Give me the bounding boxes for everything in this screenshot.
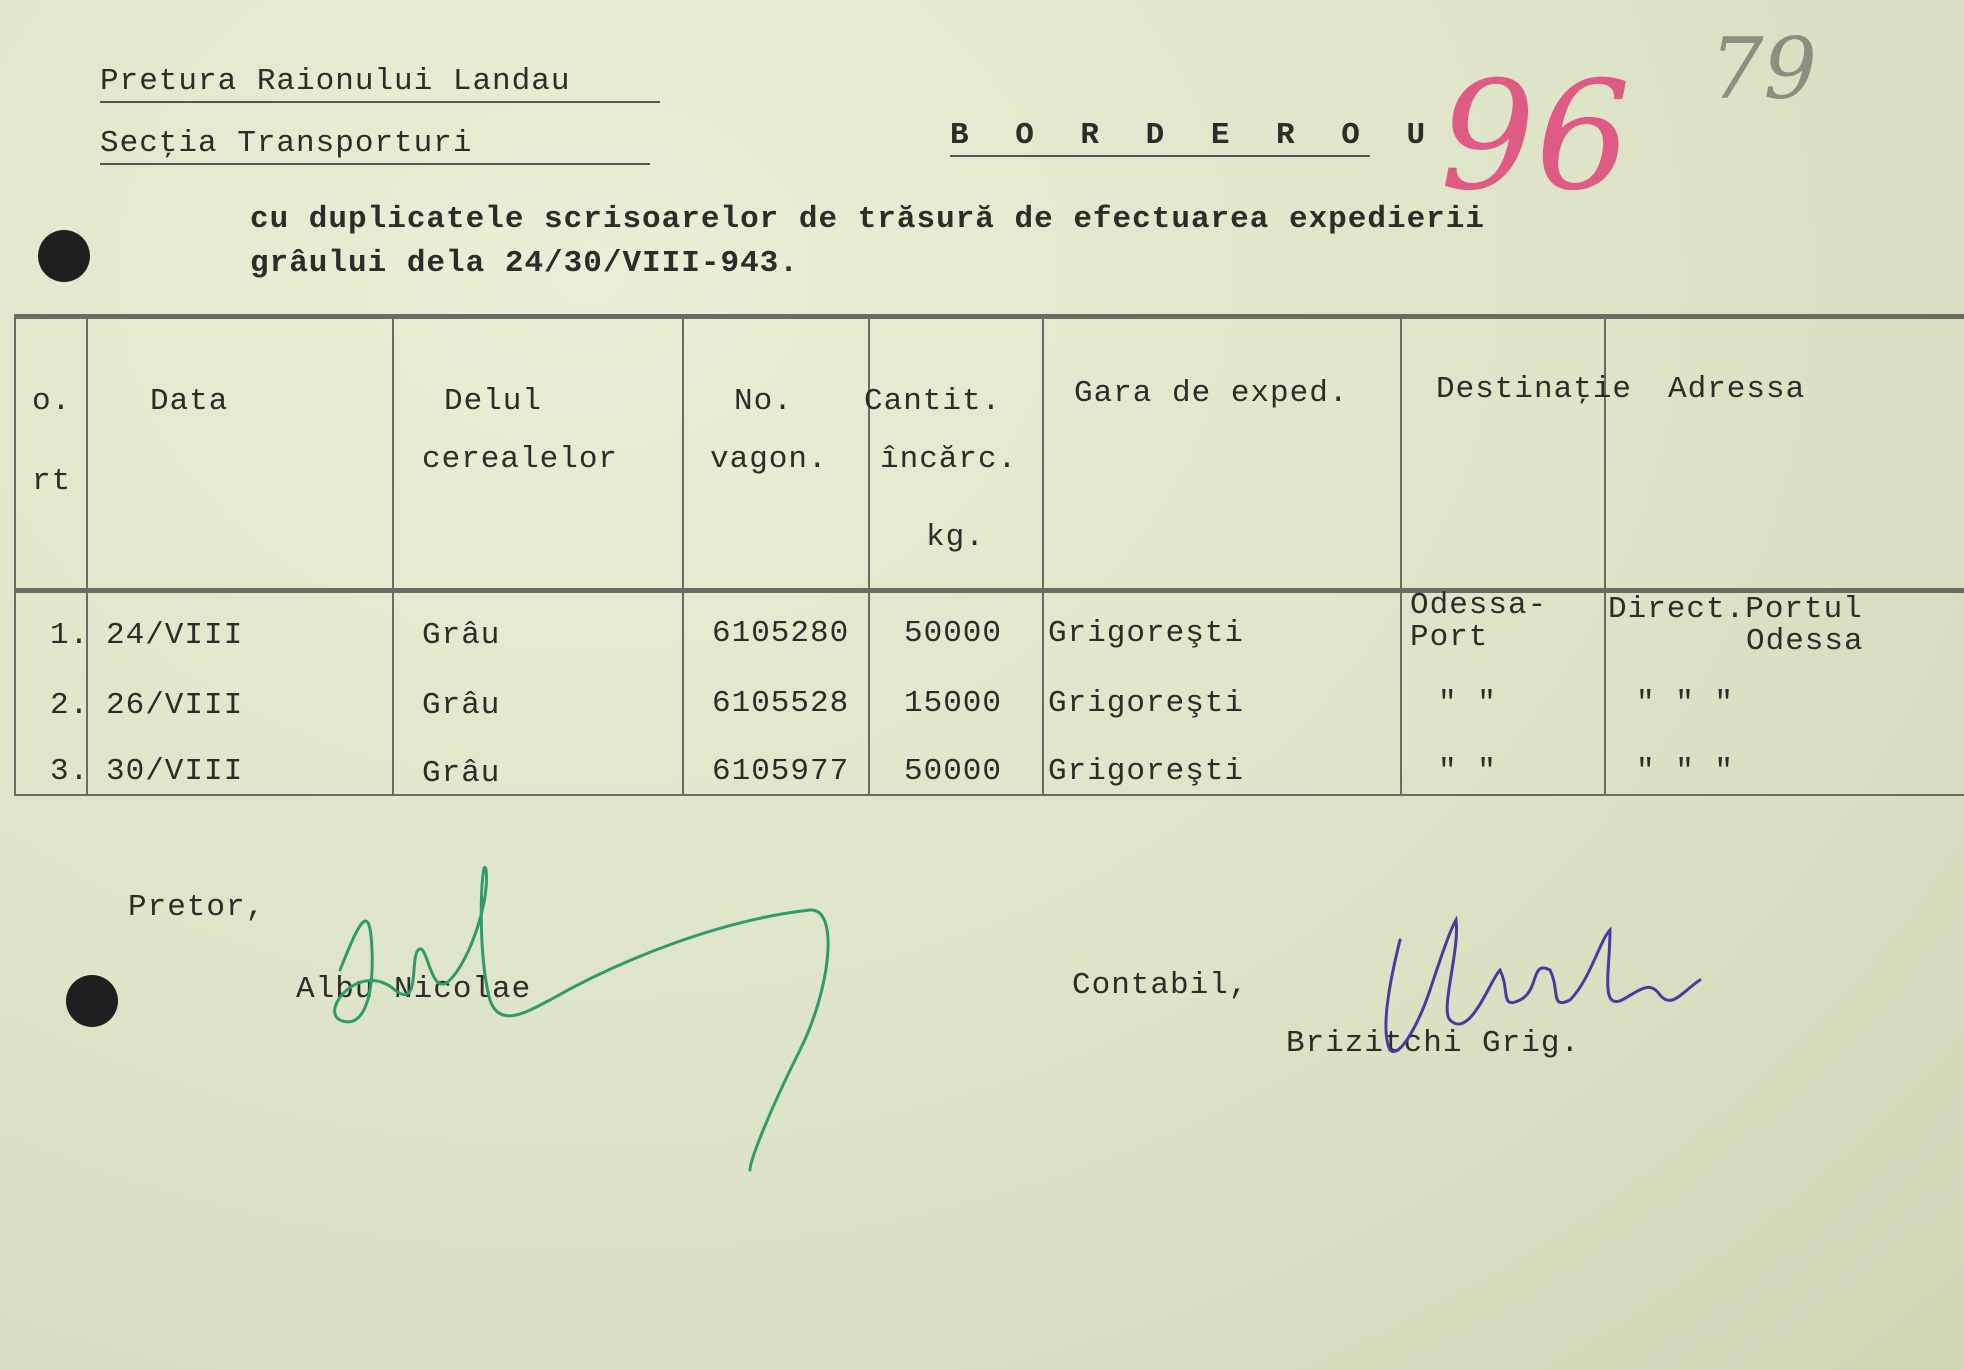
row-2-dest: " " — [1438, 686, 1497, 721]
row-1-vagon: 6105280 — [712, 616, 850, 651]
header-destinatie: Destinaţie — [1436, 372, 1633, 407]
document-title: B O R D E R O U — [950, 118, 1370, 157]
row-1-felul: Grâu — [422, 618, 501, 653]
header-cant: Cantit. — [864, 384, 1002, 419]
pretor-name: Albu Nicolae — [296, 972, 532, 1007]
row-3-vagon: 6105977 — [712, 754, 850, 789]
row-1-adresa-2: Odessa — [1746, 624, 1864, 659]
contabil-name: Brizitchi Grig. — [1286, 1026, 1581, 1061]
table-top-rule — [14, 314, 1964, 319]
red-pencil-number: 96 — [1440, 50, 1631, 224]
section-name: Secţia Transporturi — [100, 126, 650, 165]
row-1-data: 24/VIII — [106, 618, 244, 653]
row-1-dest: Odessa- — [1410, 588, 1548, 623]
shipment-table — [14, 314, 1964, 796]
header-nr: o. — [32, 384, 72, 419]
pencil-number: 79 — [1710, 20, 1817, 118]
col-divider — [14, 314, 16, 796]
header-felul: Delul — [444, 384, 543, 419]
row-3-gara: Grigoreşti — [1048, 754, 1245, 789]
col-divider — [392, 314, 394, 796]
office-name: Pretura Raionului Landau — [100, 64, 660, 103]
table-bottom-rule — [14, 794, 1964, 796]
header-cant-3: kg. — [926, 520, 985, 555]
col-divider — [86, 314, 88, 796]
header-vagon: No. — [734, 384, 793, 419]
row-3-data: 30/VIII — [106, 754, 244, 789]
col-divider — [682, 314, 684, 796]
punch-hole-bottom — [66, 975, 118, 1027]
header-data: Data — [150, 384, 229, 419]
row-1-gara: Grigoreşti — [1048, 616, 1245, 651]
row-1-adresa: Direct.Portul — [1608, 592, 1863, 627]
row-2-cant: 15000 — [904, 686, 1003, 721]
header-adresa: Adressa — [1668, 372, 1806, 407]
header-gara: Gara de exped. — [1074, 376, 1349, 411]
row-2-adresa: " " " — [1636, 686, 1735, 721]
punch-hole-top — [38, 230, 90, 282]
contabil-signature — [1360, 900, 1720, 1100]
row-2-gara: Grigoreşti — [1048, 686, 1245, 721]
header-nr-2: rt — [32, 464, 72, 499]
row-3-adresa: " " " — [1636, 754, 1735, 789]
row-3-cant: 50000 — [904, 754, 1003, 789]
subtitle-line-2: grâului dela 24/30/VIII-943. — [250, 246, 799, 281]
row-1-nr: 1. — [50, 618, 90, 653]
row-1-cant: 50000 — [904, 616, 1003, 651]
header-felul-2: cerealelor — [422, 442, 619, 477]
row-2-vagon: 6105528 — [712, 686, 850, 721]
pretor-label: Pretor, — [128, 890, 266, 925]
pretor-signature — [300, 840, 860, 1200]
header-vagon-2: vagon. — [710, 442, 828, 477]
col-divider — [1042, 314, 1044, 796]
header-cant-2: încărc. — [880, 442, 1018, 477]
col-divider — [1400, 314, 1402, 796]
subtitle-line-1: cu duplicatele scrisoarelor de trăsură de efectuarea expedierii — [250, 202, 1485, 237]
row-2-felul: Grâu — [422, 688, 501, 723]
contabil-label: Contabil, — [1072, 968, 1249, 1003]
row-2-data: 26/VIII — [106, 688, 244, 723]
row-1-dest-2: Port — [1410, 620, 1489, 655]
row-3-felul: Grâu — [422, 756, 501, 791]
row-3-nr: 3. — [50, 754, 90, 789]
row-3-dest: " " — [1438, 754, 1497, 789]
row-2-nr: 2. — [50, 688, 90, 723]
